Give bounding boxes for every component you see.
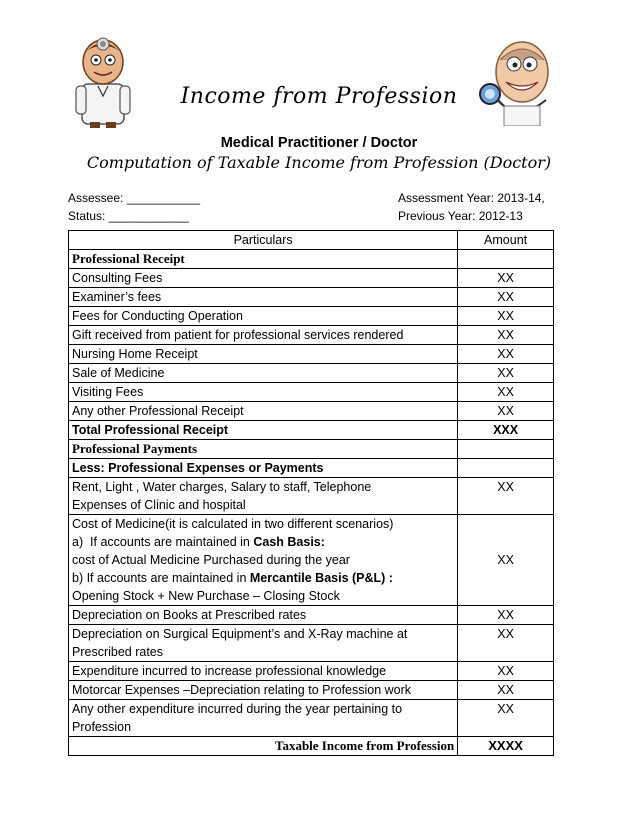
particulars-cell: Nursing Home Receipt bbox=[69, 345, 458, 364]
amount-cell bbox=[458, 250, 554, 269]
total-receipt-amount: XXX bbox=[458, 421, 554, 440]
particulars-cell: Any other Professional Receipt bbox=[69, 402, 458, 421]
particulars-cell: Sale of Medicine bbox=[69, 364, 458, 383]
total-receipt-row bbox=[69, 421, 554, 440]
medicine-line-1: Cost of Medicine(it is calculated in two different scenarios) bbox=[72, 517, 394, 531]
amount-cell: XX bbox=[458, 700, 554, 737]
rent-line-2: Expenses of Clinic and hospital bbox=[72, 498, 246, 512]
amount-cell: XX bbox=[458, 269, 554, 288]
other-exp-line-1: Any other expenditure incurred during the year pertaining to bbox=[72, 702, 403, 716]
amount-cell bbox=[458, 440, 554, 459]
computation-heading: Computation of Taxable Income from Profession (Doctor) bbox=[86, 153, 552, 172]
amount-cell: XX bbox=[458, 288, 554, 307]
table-row bbox=[69, 269, 554, 288]
amount-cell: XX bbox=[458, 478, 554, 515]
section-row-payments bbox=[69, 440, 554, 459]
taxable-income-row bbox=[69, 737, 554, 756]
amount-cell: XX bbox=[458, 681, 554, 700]
depr-equip-line-2: Prescribed rates bbox=[72, 645, 164, 659]
taxable-income-label: Taxable Income from Profession bbox=[69, 737, 458, 756]
amount-cell: XX bbox=[458, 606, 554, 625]
assessment-year: Assessment Year: 2013-14, bbox=[398, 191, 545, 205]
table-row bbox=[69, 681, 554, 700]
amount-cell bbox=[458, 459, 554, 478]
table-row bbox=[69, 345, 554, 364]
medicine-line-3: cost of Actual Medicine Purchased during the year bbox=[72, 553, 350, 567]
other-exp-line-2: Profession bbox=[72, 720, 132, 734]
amount-cell: XX bbox=[458, 345, 554, 364]
particulars-cell: Gift received from patient for professional services rendered bbox=[69, 326, 458, 345]
table-row bbox=[69, 326, 554, 345]
medicine-line-5: Opening Stock + New Purchase – Closing Stock bbox=[72, 589, 340, 603]
particulars-cell bbox=[69, 478, 458, 515]
doctor-stethoscope-cartoon-icon bbox=[476, 38, 558, 126]
less-expenses-label: Less: Professional Expenses or Payments bbox=[69, 459, 458, 478]
doctor-cartoon-left-icon bbox=[72, 36, 134, 130]
amount-cell: XX bbox=[458, 402, 554, 421]
section-row-receipt bbox=[69, 250, 554, 269]
table-row bbox=[69, 383, 554, 402]
table-row bbox=[69, 478, 554, 515]
table-row bbox=[69, 662, 554, 681]
table-row bbox=[69, 606, 554, 625]
section-label: Professional Payments bbox=[69, 440, 458, 459]
page-subtitle: Medical Practitioner / Doctor bbox=[220, 135, 418, 151]
particulars-header: Particulars bbox=[69, 231, 458, 250]
particulars-cell: Visiting Fees bbox=[69, 383, 458, 402]
table-row bbox=[69, 625, 554, 662]
medicine-line-4 bbox=[72, 569, 454, 587]
medicine-cash-prefix: a) If accounts are maintained in bbox=[72, 535, 254, 549]
mercantile-basis-label: Mercantile Basis (P&L) : bbox=[249, 571, 393, 585]
rent-line-1: Rent, Light , Water charges, Salary to staff, Telephone bbox=[72, 480, 372, 494]
particulars-cell: Consulting Fees bbox=[69, 269, 458, 288]
table-header-row bbox=[69, 231, 554, 250]
depr-equip-line-1: Depreciation on Surgical Equipment’s and X-Ray machine at bbox=[72, 627, 408, 641]
amount-cell: XX bbox=[458, 307, 554, 326]
amount-cell: XX bbox=[458, 326, 554, 345]
table-row bbox=[69, 288, 554, 307]
table-row bbox=[69, 307, 554, 326]
particulars-cell: Depreciation on Books at Prescribed rates bbox=[69, 606, 458, 625]
medicine-line-2 bbox=[72, 533, 454, 551]
page-title: Income from Profession bbox=[180, 84, 458, 109]
assessee-field: Assessee: ___________ bbox=[68, 191, 201, 205]
table-row bbox=[69, 515, 554, 606]
particulars-cell bbox=[69, 700, 458, 737]
particulars-cell bbox=[69, 625, 458, 662]
status-field: Status: ____________ bbox=[68, 209, 189, 223]
amount-cell: XX bbox=[458, 515, 554, 606]
computation-table bbox=[68, 230, 554, 756]
amount-cell: XX bbox=[458, 364, 554, 383]
table-row bbox=[69, 364, 554, 383]
particulars-cell: Fees for Conducting Operation bbox=[69, 307, 458, 326]
amount-cell: XX bbox=[458, 625, 554, 662]
table-row bbox=[69, 700, 554, 737]
amount-cell: XX bbox=[458, 383, 554, 402]
cash-basis-label: Cash Basis: bbox=[253, 535, 325, 549]
medicine-mercantile-prefix: b) If accounts are maintained in bbox=[72, 571, 250, 585]
table-row bbox=[69, 402, 554, 421]
total-receipt-label: Total Professional Receipt bbox=[69, 421, 458, 440]
section-label: Professional Receipt bbox=[69, 250, 458, 269]
less-expenses-row bbox=[69, 459, 554, 478]
particulars-cell: Motorcar Expenses –Depreciation relating to Profession work bbox=[69, 681, 458, 700]
particulars-cell bbox=[69, 515, 458, 606]
amount-header: Amount bbox=[458, 231, 554, 250]
previous-year: Previous Year: 2012-13 bbox=[398, 209, 523, 223]
taxable-income-amount: XXXX bbox=[458, 737, 554, 756]
amount-cell: XX bbox=[458, 662, 554, 681]
particulars-cell: Expenditure incurred to increase professional knowledge bbox=[69, 662, 458, 681]
particulars-cell: Examiner’s fees bbox=[69, 288, 458, 307]
